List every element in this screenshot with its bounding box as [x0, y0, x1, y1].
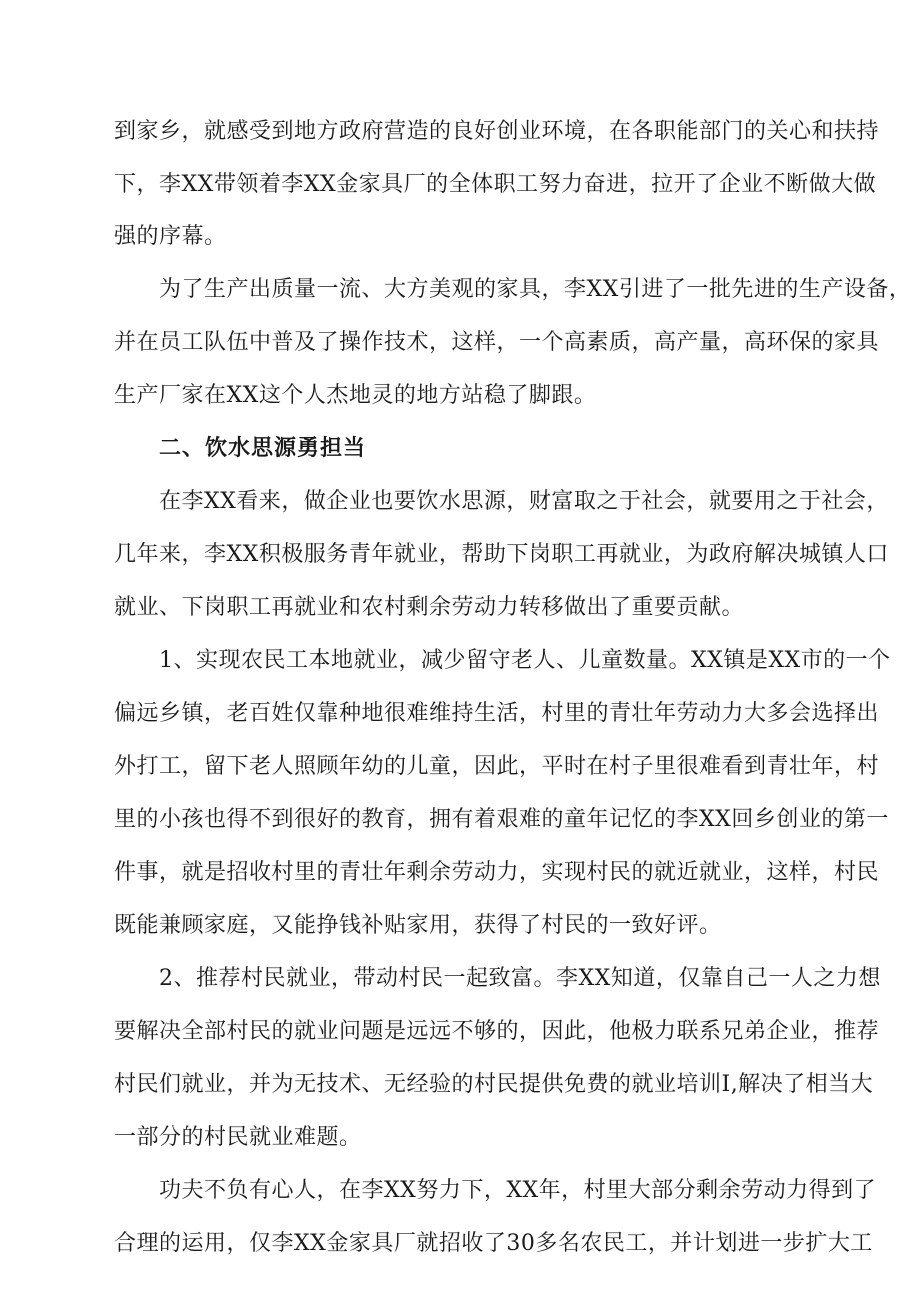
text-line: 村民们就业，并为无技术、无经验的村民提供免费的就业培训I,解决了相当大 — [114, 1072, 874, 1097]
text-line: 一部分的村民就业难题。 — [114, 1125, 362, 1150]
text-line: 为了生产出质量一流、大方美观的家具，李XX引进了一批先进的生产设备， — [159, 277, 912, 302]
text-line: 几年来，李XX积极服务青年就业，帮助下岗职工再就业，为政府解决城镇人口 — [114, 542, 889, 567]
text-line: 就业、下岗职工再就业和农村剩余劳动力转移做出了重要贡献。 — [114, 595, 745, 620]
text-line: 生产厂家在XX这个人杰地灵的地方站稳了脚跟。 — [114, 383, 597, 408]
section-heading: 二、饮水思源勇担当 — [159, 436, 367, 461]
text-line: 外打工，留下老人照顾年幼的儿童，因此，平时在村子里很难看到青壮年，村 — [114, 754, 880, 779]
text-line: 既能兼顾家庭，又能挣钱补贴家用，获得了村民的一致好评。 — [114, 913, 722, 938]
text-line: 1、实现农民工本地就业，减少留守老人、儿童数量。XX镇是XX市的一个 — [159, 648, 891, 673]
text-line: 到家乡，就感受到地方政府营造的良好创业环境，在各职能部门的关心和扶持 — [114, 119, 880, 144]
text-line: 合理的运用，仅李XX金家具厂就招收了30多名农民工，并计划进一步扩大工 — [114, 1231, 873, 1256]
text-line: 并在员工队伍中普及了操作技术，这样，一个高素质，高产量，高环保的家具 — [114, 330, 880, 355]
text-line: 件事，就是招收村里的青壮年剩余劳动力，实现村民的就近就业，这样，村民 — [114, 860, 880, 885]
text-line: 2、推荐村民就业，带动村民一起致富。李XX知道，仅靠自己一人之力想 — [159, 966, 881, 991]
text-line: 下，李XX带领着李XX金家具厂的全体职工努力奋进，拉开了企业不断做大做 — [114, 172, 877, 197]
text-line: 功夫不负有心人，在李XX努力下，XX年，村里大部分剩余劳动力得到了 — [159, 1178, 877, 1203]
text-line: 偏远乡镇，老百姓仅靠种地很难维持生活，村里的青壮年劳动力大多会选择出 — [114, 701, 880, 726]
text-line: 强的序幕。 — [114, 224, 227, 249]
text-line: 里的小孩也得不到很好的教育，拥有着艰难的童年记忆的李XX回乡创业的第一 — [114, 807, 889, 832]
text-line: 要解决全部村民的就业问题是远远不够的，因此，他极力联系兄弟企业，推荐 — [114, 1019, 880, 1044]
text-line: 在李XX看来，做企业也要饮水思源，财富取之于社会，就要用之于社会， — [159, 489, 889, 514]
